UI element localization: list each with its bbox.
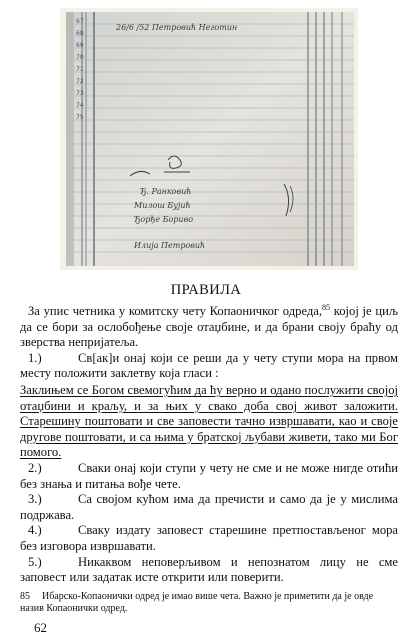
svg-text:67: 67	[76, 18, 84, 25]
rule-text: Св[ак]и онај који се реши да у чету ступи мора на првом месту положити заклетву која гласи :	[20, 350, 398, 381]
handwritten-line-5: Илија Петровић	[134, 241, 206, 250]
handwritten-line-1: 26/6 /52 Петровић Неготин	[116, 23, 238, 32]
svg-text:72: 72	[76, 78, 84, 85]
rule-text: Сваку издату заповест старешине претпостављеног мора без изговора извршавати.	[20, 523, 398, 553]
rule-number: 4.)	[28, 523, 42, 538]
rule-text: Сваки онај који ступи у чету не сме и не може нигде отићи без знања и питања вође чете.	[20, 460, 398, 491]
rule-number: 5.)	[28, 554, 42, 569]
archival-photo	[60, 8, 358, 270]
handwritten-line-2: Ђ. Ранковић	[140, 187, 192, 196]
footnote-number: 85	[20, 591, 30, 602]
intro-paragraph	[20, 304, 398, 351]
svg-text:74: 74	[76, 102, 84, 109]
svg-text:69: 69	[76, 42, 84, 49]
footnote-text: Ибарско-Копаонички одред је имао више чета. Важно је приметити да је овде назив Копаонички одред.	[20, 591, 374, 615]
rules-body	[20, 304, 398, 586]
rule-number: 1.)	[28, 350, 42, 365]
page-heading: ПРАВИЛА	[170, 282, 242, 298]
handwritten-line-3: Милош Бујић	[134, 201, 191, 210]
svg-text:73: 73	[76, 90, 84, 97]
svg-text:71: 71	[76, 66, 84, 73]
rule-3	[20, 492, 398, 523]
rule-number: 3.)	[28, 492, 42, 507]
rule-1	[20, 351, 398, 382]
footnote	[20, 591, 398, 616]
rule-4	[20, 523, 398, 554]
page-number: 62	[34, 620, 47, 635]
rule-text: Никаквом неповерљивом и непознатом лицу не сме заповест или задатак исте открити или поверити.	[20, 554, 398, 585]
svg-text:70: 70	[76, 54, 84, 61]
rule-5	[20, 555, 398, 586]
intro-text-continued: којој је циљ да се бори за ослобођење своје отаџбине, и да брани своју браћу од зверства непријатеља.	[20, 304, 398, 350]
rule-2	[20, 461, 398, 492]
svg-text:75: 75	[76, 114, 84, 121]
handwritten-line-4: Ђорђе Бориво	[134, 215, 194, 224]
footnote-reference: 85	[322, 302, 331, 312]
svg-text:68: 68	[76, 30, 84, 37]
oath-text: Заклињем се Богом свемогућим да ћу верно и одано послужити својој отаџбини и краљу, и за њих у свако доба свој живот заложити. Старешину поштовати и све заповести тачно извршавати, као и своје другове поштовати, и са њима у братској љубави живети, тако ми Бог помого.	[20, 382, 398, 460]
intro-text: За упис четника у комитску чету Копаоничког одреда,	[28, 304, 323, 318]
rule-number: 2.)	[28, 460, 42, 475]
rule-text: Са својом кућом има да пречисти и само да је у мислима подржава.	[20, 492, 398, 522]
ledger-page-image	[60, 8, 358, 270]
